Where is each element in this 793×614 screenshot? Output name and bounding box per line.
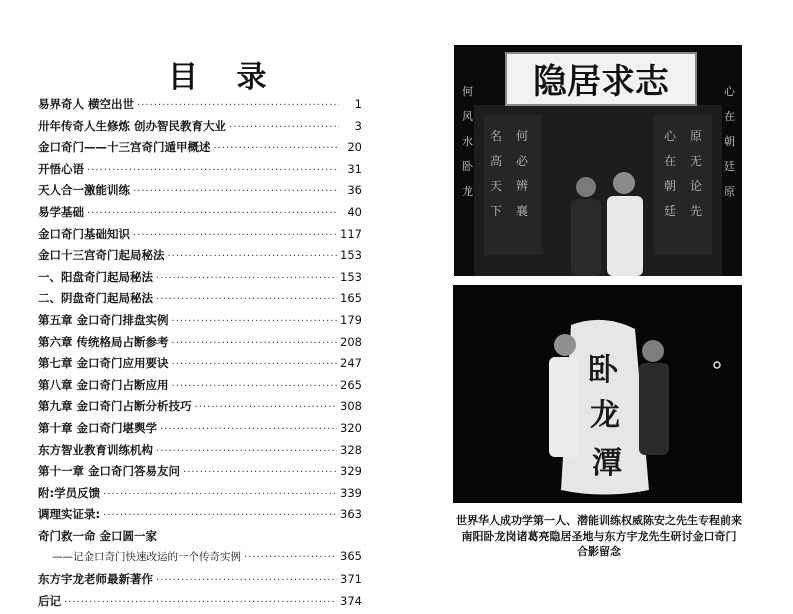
toc-entry-page: 153	[340, 269, 362, 284]
toc-entry[interactable]	[38, 485, 362, 507]
toc-entry[interactable]	[38, 139, 362, 161]
svg-text:高: 高	[490, 154, 503, 168]
toc-entry-page: 329	[340, 464, 362, 479]
photo-plaque	[454, 45, 742, 276]
caption-line: 世界华人成功学第一人、潜能训练权威陈安之先生专程前来	[456, 514, 742, 527]
toc-leader-dots	[87, 208, 339, 219]
table-of-contents	[38, 96, 362, 614]
svg-text:心: 心	[664, 129, 677, 143]
svg-text:卧: 卧	[588, 353, 618, 388]
svg-text:心: 心	[724, 85, 735, 98]
toc-entry-page: 365	[340, 549, 362, 564]
svg-text:廷: 廷	[664, 204, 677, 218]
toc-entry[interactable]	[38, 593, 362, 614]
toc-entry-page: 31	[347, 161, 362, 176]
toc-entry[interactable]	[38, 334, 362, 356]
toc-leader-dots	[103, 489, 337, 500]
toc-entry[interactable]	[38, 528, 362, 550]
toc-entry[interactable]	[38, 290, 362, 312]
toc-entry-title: 后记	[38, 593, 61, 608]
toc-entry-page: 320	[340, 420, 362, 435]
toc-entry-title: 第七章 金口奇门应用要诀	[38, 356, 169, 371]
toc-entry[interactable]	[38, 463, 362, 485]
toc-entry[interactable]	[38, 226, 362, 248]
toc-leader-dots	[172, 359, 338, 370]
toc-entry-page: 117	[340, 226, 362, 241]
toc-leader-dots	[168, 251, 338, 262]
toc-entry-page: 363	[340, 507, 362, 522]
toc-entry-title: 调理实证录:	[38, 507, 101, 522]
svg-text:龙: 龙	[462, 185, 473, 198]
toc-entry-title: 易学基础	[38, 204, 84, 219]
toc-entry[interactable]	[38, 420, 362, 442]
toc-entry-page: 36	[347, 183, 362, 198]
toc-leader-dots	[214, 143, 340, 154]
svg-text:无: 无	[690, 154, 703, 168]
toc-entry[interactable]	[38, 118, 362, 140]
photo-caption	[447, 513, 751, 560]
toc-entry-title: 第十章 金口奇门堪舆学	[38, 420, 158, 435]
toc-entry-page: 308	[340, 399, 362, 414]
photo-stone-tablet	[453, 285, 742, 503]
toc-leader-dots	[172, 381, 338, 392]
toc-entry-title: 一、阳盘奇门起局秘法	[38, 269, 153, 284]
svg-text:原: 原	[690, 129, 703, 143]
toc-leader-dots	[244, 552, 337, 563]
toc-entry-page: 20	[347, 140, 362, 155]
svg-text:潭: 潭	[592, 446, 622, 481]
toc-entry[interactable]	[38, 377, 362, 399]
caption-line: 合影留念	[577, 545, 621, 558]
toc-entry-page: 153	[340, 248, 362, 263]
toc-leader-dots	[156, 294, 337, 305]
toc-entry-title: 附:学员反馈	[38, 485, 101, 500]
toc-leader-dots	[103, 510, 337, 521]
toc-entry-title: 金口十三宫奇门起局秘法	[38, 248, 165, 263]
toc-entry-page: 208	[340, 334, 362, 349]
toc-entry-page: 3	[354, 118, 362, 133]
toc-entry-page: 40	[347, 204, 362, 219]
svg-text:风: 风	[462, 110, 473, 123]
toc-entry-page: 374	[340, 593, 362, 608]
svg-text:朝: 朝	[664, 179, 677, 193]
svg-text:先: 先	[690, 204, 703, 218]
toc-leader-dots	[160, 424, 337, 435]
toc-leader-dots	[156, 273, 337, 284]
svg-text:天: 天	[490, 179, 503, 193]
plaque-text: 隐居求志	[533, 62, 669, 102]
toc-entry-page: 247	[340, 356, 362, 371]
svg-text:必: 必	[516, 154, 529, 168]
toc-entry[interactable]	[38, 204, 362, 226]
toc-entry[interactable]	[38, 182, 362, 204]
toc-entry[interactable]	[38, 549, 362, 571]
toc-entry-title: 卅年传奇人生修炼 创办智民教育大业	[38, 118, 227, 133]
toc-leader-dots	[133, 230, 337, 241]
toc-entry-title: 开悟心语	[38, 161, 84, 176]
toc-entry[interactable]	[38, 506, 362, 528]
toc-entry[interactable]	[38, 161, 362, 183]
toc-entry-page: 328	[340, 442, 362, 457]
svg-text:朝: 朝	[724, 135, 735, 148]
toc-entry-page: 371	[340, 572, 362, 587]
toc-entry-title: 易界奇人 横空出世	[38, 97, 135, 111]
photo-plaque-image	[454, 45, 742, 276]
svg-text:在: 在	[664, 154, 677, 168]
svg-text:水: 水	[462, 135, 473, 148]
toc-entry-title: 金口奇门基础知识	[38, 226, 130, 241]
toc-entry-page: 179	[340, 312, 362, 327]
photo-stone-tablet-image	[453, 285, 742, 503]
toc-leader-dots	[64, 597, 337, 608]
toc-entry-page: 1	[354, 97, 362, 111]
toc-entry[interactable]	[38, 398, 362, 420]
toc-entry-title: 东方宇龙老师最新著作	[38, 572, 153, 587]
toc-entry-title: 金口奇门——十三宫奇门遁甲概述	[38, 140, 211, 155]
svg-text:卧: 卧	[462, 160, 473, 173]
toc-entry-title: 第九章 金口奇门占断分析技巧	[38, 399, 192, 414]
toc-leader-dots	[133, 186, 339, 197]
toc-leader-dots	[156, 575, 337, 586]
toc-leader-dots	[172, 316, 338, 327]
toc-entry-title: 东方智业教育训练机构	[38, 442, 153, 457]
svg-text:辨: 辨	[516, 179, 529, 193]
toc-entry-title: ——记金口奇门快速改运的一个传奇实例	[52, 551, 241, 564]
toc-leader-dots	[183, 467, 337, 478]
toc-entry-title: 第十一章 金口奇门答易友问	[38, 464, 181, 479]
toc-leader-dots	[137, 100, 339, 111]
caption-line: 南阳卧龙岗诸葛亮隐居圣地与东方宇龙先生研讨金口奇门	[461, 529, 737, 543]
toc-entry-title: 第六章 传统格局占断参考	[38, 334, 169, 349]
toc-entry[interactable]	[38, 355, 362, 377]
toc-leader-dots	[172, 338, 338, 349]
svg-text:论: 论	[690, 179, 703, 193]
toc-entry[interactable]	[38, 247, 362, 269]
toc-entry-title: 二、阴盘奇门起局秘法	[38, 291, 153, 306]
svg-text:名: 名	[490, 129, 503, 143]
toc-entry-page: 265	[340, 377, 362, 392]
toc-leader-dots	[229, 122, 339, 133]
toc-entry[interactable]	[38, 269, 362, 291]
svg-text:原: 原	[724, 185, 735, 198]
toc-entry-title: 第五章 金口奇门排盘实例	[38, 312, 169, 327]
toc-entry[interactable]	[38, 442, 362, 464]
svg-text:下: 下	[490, 204, 503, 218]
toc-entry[interactable]	[38, 312, 362, 334]
svg-text:龙: 龙	[590, 398, 620, 433]
toc-entry-title: 天人合一激能训练	[38, 183, 130, 198]
toc-entry[interactable]	[38, 571, 362, 593]
toc-leader-dots	[87, 165, 339, 176]
toc-title: 目 录	[168, 60, 281, 95]
svg-text:廷: 廷	[724, 160, 735, 173]
toc-entry[interactable]	[38, 96, 362, 118]
toc-leader-dots	[156, 446, 337, 457]
svg-text:在: 在	[724, 110, 735, 123]
svg-text:何: 何	[462, 85, 473, 98]
toc-entry-title: 奇门救一命 金口圆一家	[38, 528, 158, 543]
toc-entry-title: 第八章 金口奇门占断应用	[38, 377, 169, 392]
toc-leader-dots	[195, 402, 338, 413]
toc-entry-page: 165	[340, 291, 362, 306]
svg-text:襄: 襄	[516, 204, 529, 218]
toc-entry-page: 339	[340, 485, 362, 500]
svg-text:何: 何	[516, 129, 529, 143]
